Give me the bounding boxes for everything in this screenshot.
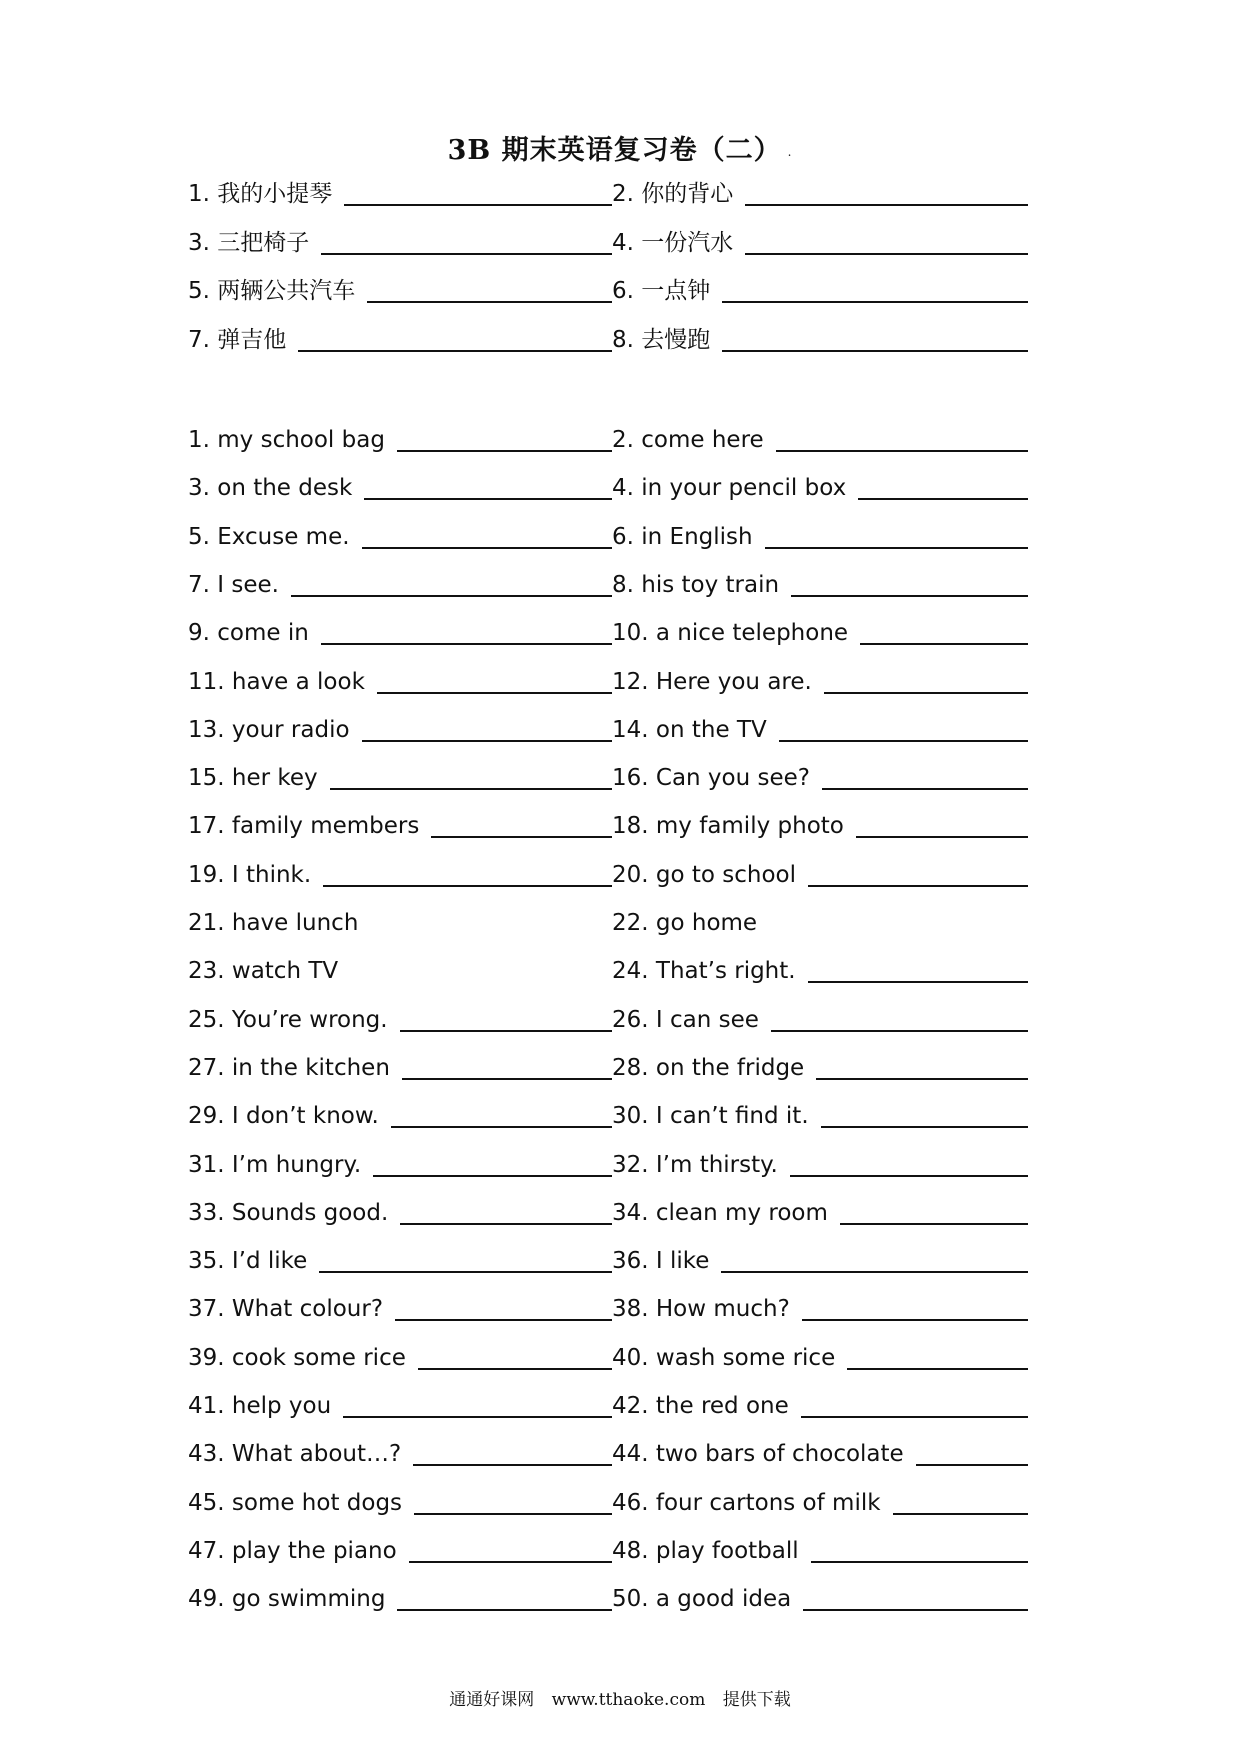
exercise-item-label: 21. have lunch [188, 910, 359, 936]
exercise-item-label: 46. four cartons of milk [612, 1489, 881, 1516]
exercise-row [0, 1239, 1240, 1279]
exercise-row [0, 1191, 1240, 1231]
exercise-item-label: 25. You’re wrong. [188, 1006, 388, 1033]
exercise-item-label: 45. some hot dogs [188, 1489, 403, 1516]
exercise-item-label: 3. 三把椅子 [188, 229, 310, 256]
exercise-item-label: 34. clean my room [612, 1199, 828, 1226]
exercise-item-label: 2. 你的背心 [612, 181, 734, 207]
answer-blank[interactable] [321, 643, 612, 645]
exercise-item [612, 418, 1028, 458]
exercise-item-label: 6. in English [612, 523, 753, 550]
answer-blank[interactable] [367, 301, 612, 303]
exercise-row [0, 853, 1240, 893]
exercise-item-label: 38. How much? [612, 1296, 790, 1323]
exercise-item [612, 1432, 1028, 1472]
exercise-item-label: 35. I’d like [188, 1248, 308, 1275]
exercise-row [0, 1287, 1240, 1327]
exercise-item-label: 1. my school bag [188, 427, 385, 453]
exercise-item-label: 28. on the fridge [612, 1054, 805, 1081]
exercise-item [188, 1481, 612, 1521]
exercise-item [612, 172, 1028, 212]
exercise-item [612, 1191, 1028, 1231]
answer-blank[interactable] [821, 1126, 1028, 1128]
exercise-item [188, 1094, 612, 1134]
answer-blank[interactable] [860, 643, 1028, 645]
answer-blank[interactable] [400, 1223, 612, 1225]
exercise-row [0, 708, 1240, 748]
exercise-item [612, 1094, 1028, 1134]
answer-blank[interactable] [722, 350, 1028, 352]
exercise-item [188, 1239, 612, 1279]
exercise-item [188, 1287, 612, 1327]
exercise-item-label: 14. on the TV [612, 716, 767, 743]
exercise-row [0, 1432, 1240, 1472]
exercise-item [188, 515, 612, 555]
exercise-item [188, 1143, 612, 1183]
exercise-item-label: 4. 一份汽水 [612, 229, 734, 256]
exercise-row [0, 1046, 1240, 1086]
answer-blank[interactable] [802, 1319, 1028, 1321]
answer-blank[interactable] [321, 253, 612, 255]
exercise-item [612, 221, 1028, 261]
exercise-item-label: 8. 去慢跑 [612, 326, 711, 353]
answer-blank[interactable] [397, 450, 612, 452]
exercise-row [0, 949, 1240, 989]
exercise-row [0, 611, 1240, 651]
exercise-item [188, 563, 612, 603]
exercise-item-label: 48. play football [612, 1537, 799, 1564]
exercise-item-label: 5. Excuse me. [188, 523, 350, 550]
exercise-item-label: 10. a nice telephone [612, 620, 849, 647]
exercise-item [188, 221, 612, 261]
exercise-row [0, 466, 1240, 506]
exercise-item-label: 32. I’m thirsty. [612, 1151, 778, 1178]
footer-url: www.tthaoke.com [551, 1690, 706, 1710]
exercise-item-label: 41. help you [188, 1393, 332, 1419]
answer-blank[interactable] [397, 1609, 612, 1611]
answer-blank[interactable] [400, 1030, 612, 1032]
exercise-item [612, 1046, 1028, 1086]
exercise-item [612, 1287, 1028, 1327]
exercise-row [0, 269, 1240, 309]
exercise-item [188, 756, 612, 796]
exercise-item [188, 318, 612, 358]
exercise-item [188, 708, 612, 748]
exercise-item-label: 42. the red one [612, 1393, 789, 1419]
exercise-item [188, 1384, 612, 1424]
exercise-item-label: 39. cook some rice [188, 1344, 406, 1371]
exercise-item [188, 804, 612, 844]
exercise-row [0, 563, 1240, 603]
answer-blank[interactable] [765, 547, 1028, 549]
answer-blank[interactable] [413, 1464, 612, 1466]
exercise-item-label: 31. I’m hungry. [188, 1151, 362, 1178]
answer-blank[interactable] [364, 498, 612, 500]
answer-blank[interactable] [858, 498, 1028, 500]
answer-blank[interactable] [330, 788, 612, 790]
title-mark: . [787, 144, 793, 159]
answer-blank[interactable] [344, 204, 612, 206]
answer-blank[interactable] [323, 885, 612, 887]
exercise-item-label: 37. What colour? [188, 1296, 384, 1323]
exercise-item-label: 22. go home [612, 910, 758, 936]
exercise-item-label: 47. play the piano [188, 1537, 397, 1564]
exercise-row [0, 901, 1240, 941]
exercise-item [612, 318, 1028, 358]
exercise-item-label: 44. two bars of chocolate [612, 1441, 904, 1468]
answer-blank[interactable] [377, 692, 612, 694]
exercise-row [0, 1481, 1240, 1521]
exercise-row [0, 1094, 1240, 1134]
exercise-row [0, 756, 1240, 796]
exercise-item-label: 15. her key [188, 765, 318, 792]
exercise-item [612, 1239, 1028, 1279]
exercise-item-label: 4. in your pencil box [612, 475, 847, 502]
exercise-row [0, 1336, 1240, 1376]
exercise-item [612, 611, 1028, 651]
exercise-row [0, 172, 1240, 212]
answer-blank[interactable] [771, 1030, 1028, 1032]
exercise-item [188, 611, 612, 651]
exercise-item-label: 36. I like [612, 1248, 710, 1275]
exercise-item [612, 1529, 1028, 1569]
answer-blank[interactable] [856, 836, 1028, 838]
exercise-item-label: 7. 弹吉他 [188, 326, 287, 353]
page-title [0, 128, 1240, 167]
answer-blank[interactable] [722, 301, 1028, 303]
exercise-item [612, 1143, 1028, 1183]
answer-blank[interactable] [745, 253, 1028, 255]
exercise-item [188, 418, 612, 458]
exercise-item-label: 16. Can you see? [612, 765, 810, 792]
answer-blank[interactable] [822, 788, 1028, 790]
answer-blank[interactable] [893, 1513, 1028, 1515]
exercise-item-label: 5. 两辆公共汽车 [188, 278, 356, 304]
footer-note: 提供下载 [722, 1690, 791, 1710]
exercise-row [0, 660, 1240, 700]
exercise-row [0, 418, 1240, 458]
exercise-row [0, 221, 1240, 261]
answer-blank[interactable] [362, 740, 612, 742]
exercise-item-label: 6. 一点钟 [612, 278, 711, 304]
exercise-row [0, 998, 1240, 1038]
answer-blank[interactable] [418, 1368, 612, 1370]
answer-blank[interactable] [414, 1513, 612, 1515]
exercise-item [612, 1336, 1028, 1376]
exercise-item [612, 466, 1028, 506]
exercise-item [612, 853, 1028, 893]
exercise-item [188, 269, 612, 309]
exercise-item [188, 949, 612, 989]
answer-blank[interactable] [811, 1561, 1028, 1563]
exercise-item [612, 804, 1028, 844]
exercise-item [612, 1481, 1028, 1521]
exercise-item-label: 8. his toy train [612, 571, 780, 598]
answer-blank[interactable] [721, 1271, 1028, 1273]
page-footer [0, 1685, 1240, 1710]
exercise-item [612, 515, 1028, 555]
exercise-item [188, 1529, 612, 1569]
answer-blank[interactable] [362, 547, 612, 549]
exercise-item [612, 949, 1028, 989]
answer-blank[interactable] [808, 885, 1028, 887]
answer-blank[interactable] [776, 450, 1028, 452]
exercise-item-label: 40. wash some rice [612, 1344, 836, 1371]
exercise-item-label: 30. I can’t find it. [612, 1103, 809, 1130]
exercise-item [612, 660, 1028, 700]
exercise-item [612, 708, 1028, 748]
exercise-item-label: 43. What about…? [188, 1441, 402, 1468]
exercise-item-label: 27. in the kitchen [188, 1054, 390, 1081]
exercise-item [188, 1577, 612, 1617]
answer-blank[interactable] [291, 595, 612, 597]
exercise-item-label: 20. go to school [612, 861, 797, 888]
answer-blank[interactable] [790, 1175, 1028, 1177]
answer-blank[interactable] [816, 1078, 1028, 1080]
exercise-item-label: 7. I see. [188, 571, 279, 598]
exercise-item [188, 1191, 612, 1231]
exercise-item-label: 50. a good idea [612, 1586, 792, 1613]
exercise-item [612, 756, 1028, 796]
exercise-item [612, 1384, 1028, 1424]
exercise-item-label: 3. on the desk [188, 475, 353, 502]
exercise-item [612, 1577, 1028, 1617]
exercise-row [0, 318, 1240, 358]
exercise-item [188, 466, 612, 506]
exercise-row [0, 1577, 1240, 1617]
exercise-item [188, 998, 612, 1038]
exercise-item-label: 19. I think. [188, 861, 312, 888]
exercise-item [612, 901, 1028, 941]
exercise-item-label: 18. my family photo [612, 813, 844, 840]
exercise-row [0, 1143, 1240, 1183]
exercise-item [188, 1432, 612, 1472]
exercise-item [188, 853, 612, 893]
exercise-item [188, 660, 612, 700]
answer-blank[interactable] [808, 981, 1028, 983]
exercise-item [188, 1336, 612, 1376]
exercise-item-label: 33. Sounds good. [188, 1199, 389, 1226]
exercise-item [612, 269, 1028, 309]
answer-blank[interactable] [824, 692, 1028, 694]
title-text: 3B 期末英语复习卷（二） [447, 135, 782, 166]
answer-blank[interactable] [847, 1368, 1028, 1370]
exercise-item-label: 12. Here you are. [612, 668, 812, 695]
exercise-item-label: 11. have a look [188, 668, 365, 695]
answer-blank[interactable] [916, 1464, 1028, 1466]
answer-blank[interactable] [391, 1126, 612, 1128]
exercise-item-label: 1. 我的小提琴 [188, 181, 333, 207]
exercise-row [0, 804, 1240, 844]
answer-blank[interactable] [298, 350, 612, 352]
answer-blank[interactable] [395, 1319, 612, 1321]
footer-site-name: 通通好课网 [449, 1690, 535, 1710]
exercise-item [612, 998, 1028, 1038]
exercise-item-label: 49. go swimming [188, 1586, 386, 1613]
answer-blank[interactable] [745, 204, 1028, 206]
answer-blank[interactable] [791, 595, 1028, 597]
exercise-item-label: 2. come here [612, 427, 764, 453]
exercise-item-label: 13. your radio [188, 716, 350, 743]
exercise-item-label: 24. That’s right. [612, 958, 796, 985]
exercise-item [188, 901, 612, 941]
exercise-row [0, 1529, 1240, 1569]
exercise-item [612, 563, 1028, 603]
exercise-item-label: 9. come in [188, 620, 309, 647]
answer-blank[interactable] [409, 1561, 612, 1563]
answer-blank[interactable] [319, 1271, 612, 1273]
answer-blank[interactable] [431, 836, 612, 838]
answer-blank[interactable] [373, 1175, 612, 1177]
answer-blank[interactable] [801, 1416, 1028, 1418]
exercise-row [0, 1384, 1240, 1424]
exercise-item-label: 23. watch TV [188, 958, 339, 985]
exercise-row [0, 515, 1240, 555]
exercise-item-label: 29. I don’t know. [188, 1103, 379, 1130]
answer-blank[interactable] [803, 1609, 1028, 1611]
exercise-item [188, 1046, 612, 1086]
exercise-item [188, 172, 612, 212]
answer-blank[interactable] [779, 740, 1028, 742]
exercise-item-label: 26. I can see [612, 1006, 759, 1033]
answer-blank[interactable] [402, 1078, 612, 1080]
answer-blank[interactable] [343, 1416, 612, 1418]
answer-blank[interactable] [840, 1223, 1028, 1225]
exercise-item-label: 17. family members [188, 813, 420, 840]
